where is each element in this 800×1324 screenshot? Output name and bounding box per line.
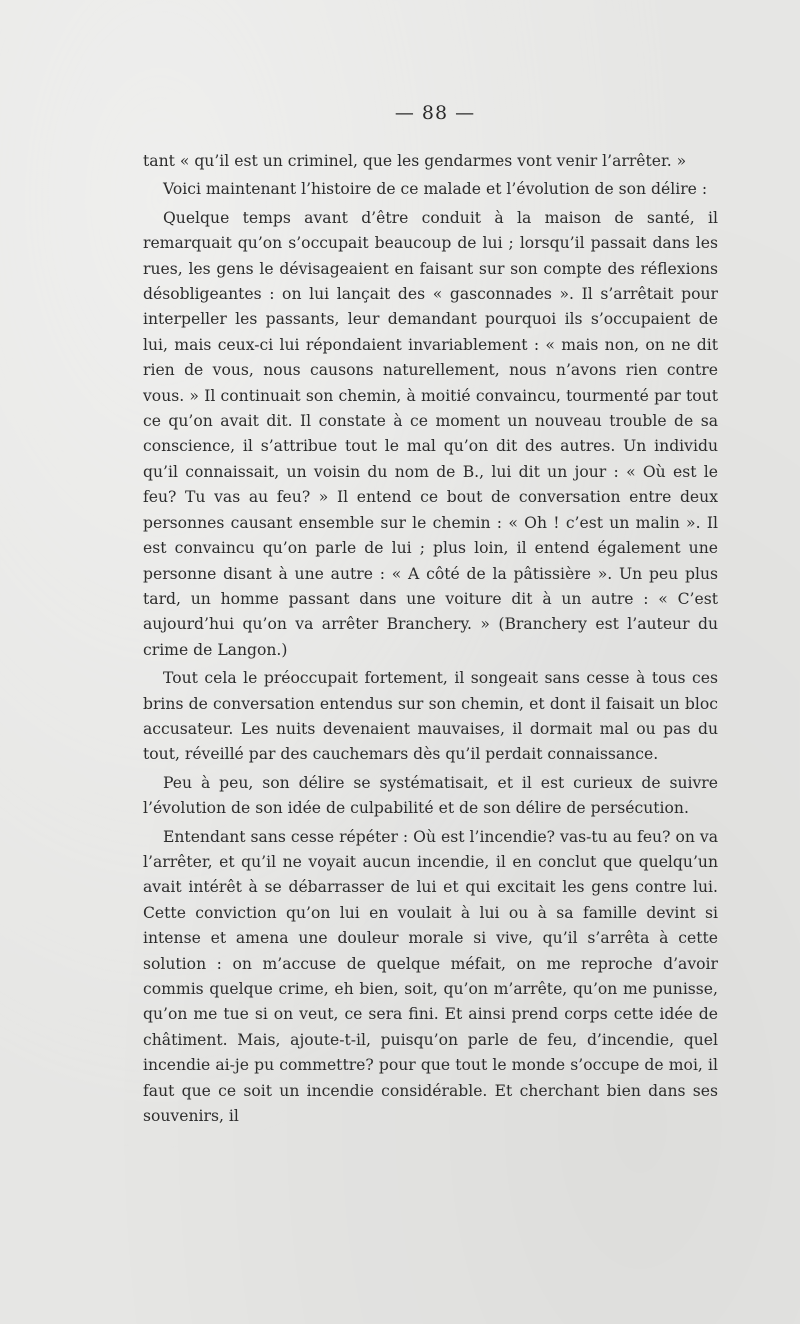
paragraph: Peu à peu, son délire se systématisait, et il est curieux de suivre l’évolution de son idée de culpabilité et de son délire de persécution.	[143, 773, 718, 818]
page-number: — 88 —	[394, 102, 476, 124]
paragraph: Entendant sans cesse répéter : Où est l’incendie? vas-tu au feu? on va l’arrêter, et qu’il ne voyait aucun incendie, il en conclut que quelqu’un avait intérêt à se débarrasser de lui et qui excitait les gens contre lui. Cette conviction qu’on lui en voulait à lui ou à sa famille devint si intense et amena une douleur morale si vive, qu’il s’arrêta à cette solution : on m’accuse de quelque méfait, on me reproche d’avoir commis quelque crime, eh bien, soit, qu’on m’arrête, qu’on me punisse, qu’on me tue si on veut, ce sera fini. Et ainsi prend corps cette idée de châtiment. Mais, ajoute-t-il, puisqu’on parle de feu, d’incendie, quel incendie ai-je pu commettre? pour que tout le monde s’occupe de moi, il faut que ce soit un incendie considérable. Et cherchant bien dans ses souvenirs, il	[143, 827, 718, 1126]
paragraph-continuation: tant « qu’il est un criminel, que les gendarmes vont venir l’arrêter. »	[143, 152, 687, 170]
body-text	[143, 149, 718, 1129]
paragraph: Quelque temps avant d’être conduit à la maison de santé, il remarquait qu’on s’occupait beaucoup de lui ; lorsqu’il passait dans les rues, les gens le dévisageaient en faisant sur son compte des réflexions désobligeantes : on lui lançait des « gasconnades ». Il s’arrêtait pour interpeller les passants, leur demandant pourquoi ils s’occupaient de lui, mais ceux-ci lui répondaient invariablement : « mais non, on ne dit rien de vous, nous causons naturellement, nous n’avons rien contre vous. » Il continuait son chemin, à moitié convaincu, tourmenté par tout ce qu’on avait dit. Il constate à ce moment un nouveau trouble de sa conscience, il s’attribue tout le mal qu’on dit des autres. Un individu qu’il connaissait, un voisin du nom de B., lui dit un jour : « Où est le feu? Tu vas au feu? » Il entend ce bout de conversation entre deux personnes causant ensemble sur le chemin : « Oh ! c’est un malin ». Il est convaincu qu’on parle de lui ; plus loin, il entend également une personne disant à une autre : « A côté de la pâtissière ». Un peu plus tard, un homme passant dans une voiture dit à un autre : « C’est aujourd’hui qu’on va arrêter Branchery. » (Branchery est l’auteur du crime de Langon.)	[143, 208, 718, 659]
paragraph: Voici maintenant l’histoire de ce malade et l’évolution de son délire :	[163, 180, 708, 199]
paragraph: Tout cela le préoccupait fortement, il songeait sans cesse à tous ces brins de conversation entendus sur son chemin, et dont il faisait un bloc accusateur. Les nuits devenaient mauvaises, il dormait mal ou pas du tout, réveillé par des cauchemars dès qu’il perdait connaissance.	[143, 669, 718, 764]
